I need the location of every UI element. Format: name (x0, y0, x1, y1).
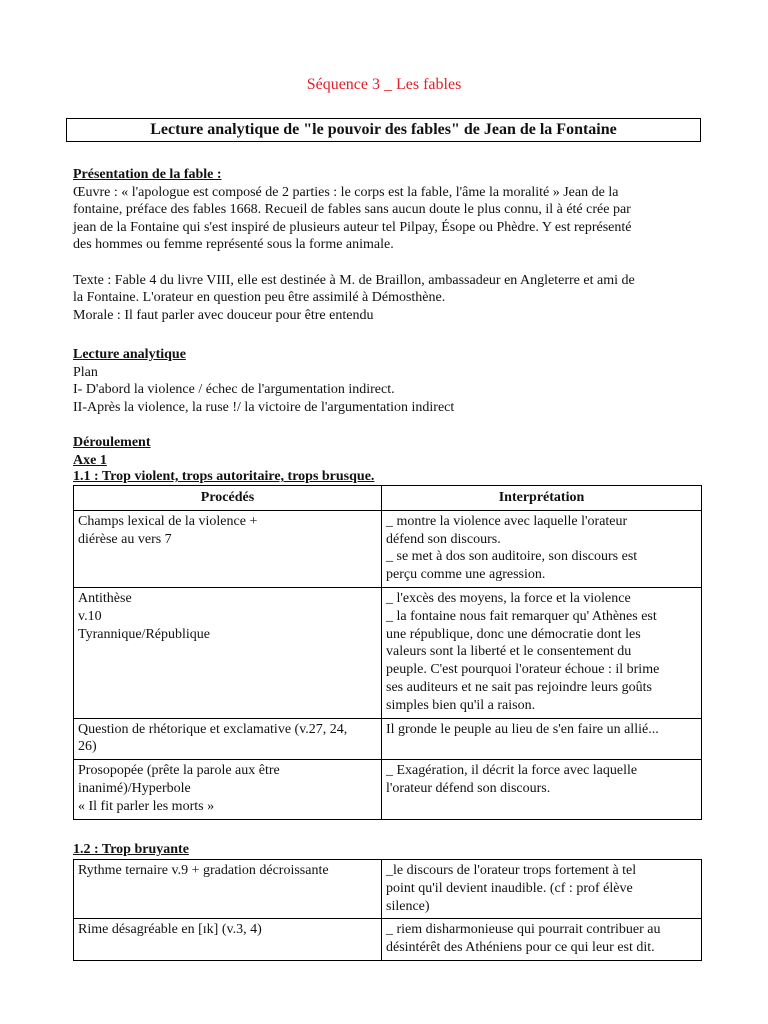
axe-heading: Axe 1 (73, 452, 107, 468)
cell-line: perçu comme une agression. (386, 567, 546, 583)
cell-line: Champs lexical de la violence + (78, 513, 258, 529)
table-row (74, 860, 702, 919)
cell-line: Rime désagréable en [ɪk] (v.3, 4) (78, 922, 262, 938)
procede-cell (74, 510, 382, 587)
cell-line: point qu'il devient inaudible. (cf : prof élève (386, 880, 633, 896)
cell-line: _ riem disharmonieuse qui pourrait contribuer au (386, 922, 661, 938)
subsection-heading: 1.2 : Trop bruyante (73, 842, 189, 857)
main-title: Lecture analytique de "le pouvoir des fables" de Jean de la Fontaine (66, 118, 701, 142)
cell-line: _ l'excès des moyens, la force et la violence (386, 590, 631, 606)
cell-line: Tyrannique/République (78, 626, 210, 642)
table-row (74, 919, 702, 961)
sequence-title: Séquence 3 _ Les fables (306, 76, 462, 93)
interpretation-cell (382, 919, 702, 961)
column-header-procedes: Procédés (74, 486, 382, 511)
deroulement-heading: Déroulement (73, 435, 151, 450)
interpretation-cell (382, 860, 702, 919)
cell-line: Il gronde le peuple au lieu de s'en faire un allié... (386, 721, 659, 737)
morale-line: Morale : Il faut parler avec douceur pour être entendu (73, 307, 374, 323)
cell-line: « Il fit parler les morts » (78, 798, 215, 814)
interpretation-cell (382, 718, 702, 760)
oeuvre-line: jean de la Fontaine qui s'est inspiré de plusieurs auteur tel Pilpay, Ésope ou Phèdre. Y est représenté (73, 219, 632, 235)
cell-line: défend son discours. (386, 531, 501, 547)
texte-line: la Fontaine. L'orateur en question peu être assimilé à Démosthène. (73, 290, 446, 305)
cell-line: peuple. C'est pourquoi l'orateur échoue : il brime (386, 662, 660, 678)
deroulement-section (73, 434, 701, 820)
procede-cell (74, 760, 382, 819)
plan-item: I- D'abord la violence / échec de l'argumentation indirect. (73, 382, 395, 397)
procede-cell (74, 919, 382, 961)
cell-line: ses auditeurs et ne sait pas rejoindre leurs goûts (386, 679, 652, 695)
plan-label: Plan (73, 364, 98, 380)
lecture-heading: Lecture analytique (73, 347, 186, 362)
cell-line: inanimé)/Hyperbole (78, 780, 191, 796)
oeuvre-line: Œuvre : « l'apologue est composé de 2 parties : le corps est la fable, l'âme la moralité » Jean de la (73, 184, 619, 200)
presentation-section (73, 166, 701, 324)
oeuvre-line: des hommes ou femme représenté sous la forme animale. (73, 237, 394, 252)
cell-line: Question de rhétorique et exclamative (v.27, 24, (78, 721, 348, 737)
cell-line: _ Exagération, il décrit la force avec laquelle (386, 763, 638, 779)
cell-line: Rythme ternaire v.9 + gradation décroissante (78, 863, 329, 878)
interpretation-cell (382, 510, 702, 587)
oeuvre-line: fontaine, préface des fables 1668. Recueil de fables sans aucun doute le plus connu, il à été crée par (73, 202, 631, 217)
cell-line: une république, donc une démocratie dont les (386, 626, 641, 642)
cell-line: v.10 (78, 608, 102, 624)
cell-line: l'orateur défend son discours. (386, 780, 551, 796)
procedes-table (73, 485, 702, 820)
texte-line: Texte : Fable 4 du livre VIII, elle est destinée à M. de Braillon, ambassadeur en Angleterre et ami de (73, 272, 635, 288)
cell-line: valeurs sont la liberté et le consentement du (386, 644, 632, 660)
column-header-interpretation: Interprétation (382, 486, 702, 511)
procede-cell (74, 587, 382, 718)
presentation-heading: Présentation de la fable : (73, 167, 222, 182)
plan-item: II-Après la violence, la ruse !/ la victoire de l'argumentation indirect (73, 399, 455, 415)
table-header-row (74, 486, 702, 511)
cell-line: simples bien qu'il a raison. (386, 697, 536, 713)
cell-line: _le discours de l'orateur trops fortement à tel (386, 863, 637, 878)
table-row (74, 587, 702, 718)
subsection-heading: 1.1 : Trop violent, trops autoritaire, trops brusque. (73, 469, 375, 484)
cell-line: _ la fontaine nous fait remarquer qu' Athènes est (386, 608, 657, 624)
table-row (74, 760, 702, 819)
cell-line: Antithèse (78, 590, 132, 606)
cell-line: diérèse au vers 7 (78, 531, 172, 547)
interpretation-cell (382, 760, 702, 819)
subsection-2 (73, 841, 701, 961)
table-row (74, 510, 702, 587)
cell-line: Prosopopée (prête la parole aux être (78, 763, 280, 779)
lecture-section (73, 346, 701, 416)
cell-line: _ se met à dos son auditoire, son discours est (386, 549, 638, 565)
procede-cell (74, 860, 382, 919)
table-row (74, 718, 702, 760)
cell-line: _ montre la violence avec laquelle l'orateur (386, 513, 628, 529)
cell-line: 26) (78, 739, 97, 755)
interpretation-cell (382, 587, 702, 718)
cell-line: désintérêt des Athéniens pour ce qui leur est dit. (386, 940, 655, 956)
cell-line: silence) (386, 898, 430, 914)
bruyante-table (73, 859, 702, 961)
procede-cell (74, 718, 382, 760)
